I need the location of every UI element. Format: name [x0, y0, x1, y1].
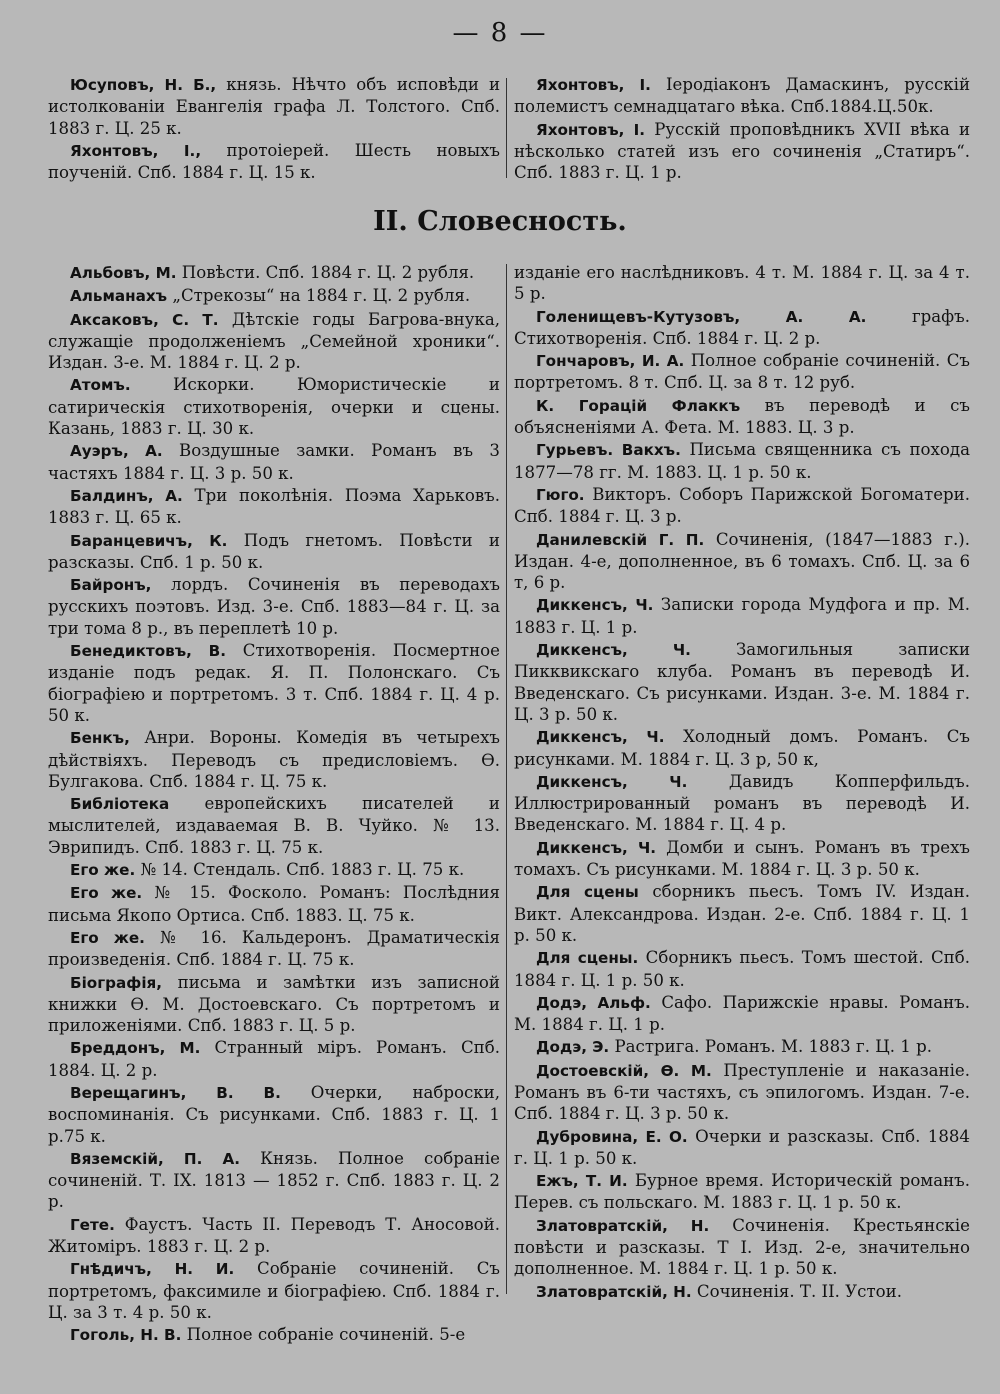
entry-text: Сборникъ пьесъ. Томъ шестой. Спб. 1884 г. Ц. 1 р. 50 к.: [514, 948, 970, 990]
entry-author: Гурьевъ. Вакхъ.: [536, 441, 681, 460]
entry-text: Бурное время. Историческій романъ. Перев. съ польскаго. М. 1883 г. Ц. 1 р. 50 к.: [514, 1171, 970, 1213]
entry-author: Златовратскій, Н.: [536, 1216, 710, 1235]
entry-text: Іеродіаконъ Дамаскинъ, русскій полемистъ семнадцатаго вѣка. Спб.1884.Ц.50к.: [514, 75, 970, 117]
entry-author: Диккенсъ, Ч.: [536, 838, 656, 857]
catalog-entry: [514, 1126, 970, 1170]
entry-author: Гоголь, Н. В.: [70, 1326, 182, 1345]
entry-author: Диккенсъ, Ч.: [536, 772, 688, 791]
entry-author: Гюго.: [536, 485, 585, 504]
catalog-entry: [48, 1148, 500, 1213]
entry-author: Златовратскій, Н.: [536, 1282, 692, 1301]
entry-text: Домби и сынъ. Романъ въ трехъ томахъ. Съ рисунками. М. 1884 г. Ц. 3 р. 50 к.: [514, 837, 970, 880]
catalog-entry: [48, 1324, 500, 1346]
catalog-entry: [514, 484, 970, 528]
top-left-column: [48, 74, 500, 190]
catalog-entry: [514, 771, 970, 836]
entry-text: европейскихъ писателей и мыслителей, издаваемая В. В. Чуйко. № 13. Эврипидъ. Спб. 1883 г. Ц. 75 к.: [48, 794, 500, 857]
entry-text: лордъ. Сочиненія въ переводахъ русскихъ поэтовъ. Изд. 3-е. Спб. 1883—84 г. Ц. за три тома 8 р., въ переплетѣ 10 р.: [48, 575, 500, 638]
entry-author: Яхонтовъ, І.,: [70, 141, 202, 160]
entry-author: Балдинъ, А.: [70, 486, 183, 505]
entry-text: № 16. Кальдеронъ. Драматическія произведенія. Спб. 1884 г. Ц. 75 к.: [48, 927, 500, 970]
entry-author: Вяземскій, П. А.: [70, 1149, 241, 1168]
entry-author: Диккенсъ, Ч.: [536, 728, 665, 747]
catalog-entry: [514, 992, 970, 1036]
column-divider-main: [506, 264, 507, 1294]
catalog-entry: [514, 594, 970, 638]
entry-author: Библіотека: [70, 795, 170, 814]
entry-author: Диккенсъ, Ч.: [536, 596, 654, 615]
entry-author: Альбовъ, М.: [70, 264, 177, 282]
entry-text: Полное собраніе сочиненій. Съ портретомъ. 8 т. Спб. Ц. за 8 т. 12 руб.: [514, 351, 970, 393]
entry-text: Князь. Полное собраніе сочиненій. Т. IX. 1813 — 1852 г. Спб. 1883 г. Ц. 2 р.: [48, 1148, 500, 1212]
catalog-entry: [514, 947, 970, 991]
catalog-entry: [48, 530, 500, 574]
catalog-entry: [514, 639, 970, 725]
catalog-entry: [48, 927, 500, 971]
entry-author: Верещагинъ, В. В.: [70, 1083, 281, 1102]
catalog-entry: [48, 374, 500, 439]
entry-text: письма и замѣтки изъ записной книжки Ѳ. М. Достоевскаго. Съ портретомъ и приложеніями. Спб. 1883 г. Ц. 5 р.: [48, 972, 500, 1036]
entry-author: Диккенсъ, Ч.: [536, 641, 691, 660]
entry-text: въ переводѣ и съ объясненіями А. Фета. М. 1883. Ц. 3 р.: [514, 395, 970, 438]
catalog-entry: [514, 350, 970, 394]
entry-text: Сочиненія. Т. II. Устои.: [691, 1281, 902, 1301]
catalog-entry: [514, 1215, 970, 1280]
entry-text: Собраніе сочиненій. Съ портретомъ, факсимиле и біографіею. Спб. 1884 г. Ц. за 3 т. 4 р. 50 к.: [48, 1259, 500, 1322]
catalog-entry: [514, 1036, 970, 1058]
entry-text: Очерки и разсказы. Спб. 1884 г. Ц. 1 р. 50 к.: [514, 1126, 970, 1168]
entry-text: Холодный домъ. Романъ. Съ рисунками. М. 1884 г. Ц. 3 р, 50 к,: [514, 727, 970, 769]
entry-text: Русскій проповѣдникъ XVII вѣка и нѣсколько статей изъ его сочиненія „Статиръ“. Спб. 1883 г. Ц. 1 р.: [514, 119, 970, 183]
entry-text: Повѣсти. Спб. 1884 г. Ц. 2 рубля.: [176, 263, 475, 282]
entry-text: Письма священника съ похода 1877—78 гг. М. 1883. Ц. 1 р. 50 к.: [514, 440, 970, 482]
main-left-column: [48, 262, 500, 1377]
catalog-entry: [48, 285, 500, 307]
entry-author: Байронъ,: [70, 576, 152, 595]
entry-author: Для сцены: [536, 883, 639, 902]
catalog-entry: [514, 881, 970, 946]
entry-author: Юсуповъ, Н. Б.,: [70, 76, 217, 94]
catalog-entry: [48, 1258, 500, 1323]
entry-text: Фаустъ. Часть II. Переводъ Т. Аносовой. Житоміръ. 1883 г. Ц. 2 р.: [48, 1214, 500, 1257]
catalog-entry: [514, 395, 970, 439]
entry-author: Достоевскій, Ѳ. М.: [536, 1061, 712, 1080]
catalog-entry: [514, 726, 970, 770]
entry-author: Додэ, Альф.: [536, 993, 651, 1012]
entry-text: Странный міръ. Романъ. Спб. 1884. Ц. 2 р.: [48, 1038, 500, 1080]
entry-text: изданіе его наслѣдниковъ. 4 т. М. 1884 г. Ц. за 4 т. 5 р.: [514, 263, 970, 304]
entry-author: Аксаковъ, С. Т.: [70, 310, 219, 329]
entry-author: Голенищевъ-Кутузовъ, А. А.: [536, 307, 867, 326]
entry-text: Воздушные замки. Романъ въ 3 частяхъ 1884 г. Ц. 3 р. 50 к.: [48, 441, 500, 483]
catalog-entry: [514, 1170, 970, 1214]
entry-author: Баранцевичъ, К.: [70, 531, 228, 550]
entry-text: Стихотворенія. Посмертное изданіе подъ редак. Я. П. Полонскаго. Съ біографіею и портретомъ. 3 т. Спб. 1884 г. Ц. 4 р. 50 к.: [48, 641, 500, 725]
catalog-entry: [48, 574, 500, 639]
catalog-entry: [514, 262, 970, 305]
entry-author: Ежъ, Т. И.: [536, 1172, 628, 1191]
entry-text: „Стрекозы“ на 1884 г. Ц. 2 рубля.: [167, 286, 471, 306]
entry-text: Преступленіе и наказаніе. Романъ въ 6-ти частяхъ, съ эпилогомъ. Издан. 7-е. Спб. 1884 г. Ц. 3 р. 50 к.: [514, 1060, 970, 1124]
entry-text: Три поколѣнія. Поэма Харьковъ. 1883 г. Ц. 65 к.: [48, 485, 500, 528]
entry-author: Для сцены.: [536, 949, 639, 968]
entry-author: Гете.: [70, 1215, 115, 1234]
entry-author: Данилевскій Г. П.: [536, 530, 705, 549]
entry-text: Давидъ Копперфильдъ. Иллюстрированный романъ въ переводѣ И. Введенскаго. М. 1884 г. Ц. 4 р.: [514, 771, 970, 835]
entry-text: сборникъ пьесъ. Томъ IV. Издан. Викт. Александрова. Издан. 2-е. Спб. 1884 г. Ц. 1 р. 50 к.: [514, 882, 970, 945]
entry-text: Полное собраніе сочиненій. 5-е: [181, 1325, 466, 1345]
catalog-entry: [48, 882, 500, 926]
entry-author: Біографія,: [70, 973, 163, 992]
main-right-column: [514, 262, 970, 1377]
entry-text: Записки города Мудфога и пр. М. 1883 г. Ц. 1 р.: [514, 595, 970, 637]
entry-author: К. Горацій Флаккъ: [536, 396, 741, 415]
catalog-entry: [514, 119, 970, 184]
entry-text: Дѣтскіе годы Багрова-внука, служащіе продолженіемъ „Семейной хроники“. Издан. 3-е. М. 1884 г. Ц. 2 р.: [48, 309, 500, 373]
catalog-entry: [48, 440, 500, 484]
entry-text: Очерки, наброски, воспоминанія. Съ рисунками. Спб. 1883 г. Ц. 1 р.75 к.: [48, 1082, 500, 1146]
page-number: — 8 —: [452, 18, 548, 48]
entry-author: Додэ, Э.: [536, 1038, 610, 1057]
entry-author: Его же.: [70, 884, 143, 903]
catalog-entry: [48, 140, 500, 184]
entry-author: Гнѣдичъ, Н. И.: [70, 1260, 235, 1279]
entry-author: Его же.: [70, 861, 136, 880]
catalog-entry: [48, 727, 500, 792]
catalog-entry: [48, 1082, 500, 1147]
entry-author: Ауэръ, А.: [70, 442, 163, 461]
catalog-entry: [514, 529, 970, 594]
catalog-entry: [48, 262, 500, 284]
entry-text: Сафо. Парижскіе нравы. Романъ. М. 1884 г. Ц. 1 р.: [514, 992, 970, 1035]
catalog-entry: [514, 306, 970, 350]
catalog-entry: [48, 485, 500, 529]
entry-text: № 14. Стендаль. Спб. 1883 г. Ц. 75 к.: [135, 860, 465, 880]
entry-author: Атомъ.: [70, 376, 131, 395]
entry-text: князь. Нѣчто объ исповѣди и истолкованіи Евангелія графа Л. Толстого. Спб. 1883 г. Ц. 25 к.: [48, 75, 500, 138]
entry-text: Подъ гнетомъ. Повѣсти и разсказы. Спб. 1 р. 50 к.: [48, 530, 500, 572]
catalog-entry: [514, 1281, 970, 1303]
entry-text: протоіерей. Шесть новыхъ поученій. Спб. 1884 г. Ц. 15 к.: [48, 140, 500, 183]
catalog-entry: [48, 1214, 500, 1258]
entry-author: Бенкъ,: [70, 729, 130, 748]
catalog-entry: [48, 309, 500, 374]
entry-text: Викторъ. Соборъ Парижской Богоматери. Спб. 1884 г. Ц. 3 р.: [514, 484, 970, 527]
catalog-entry: [48, 74, 500, 139]
catalog-entry: [514, 837, 970, 881]
catalog-entry: [48, 640, 500, 726]
catalog-entry: [48, 1037, 500, 1081]
entry-text: № 15. Фосколо. Романъ: Послѣдния письма Якопо Ортиса. Спб. 1883. Ц. 75 к.: [48, 883, 500, 925]
entry-author: Его же.: [70, 928, 145, 947]
top-right-column: [514, 74, 970, 190]
catalog-entry: [48, 972, 500, 1037]
entry-text: Сочиненія. Крестьянскіе повѣсти и разсказы. Т I. Изд. 2-е, значительно дополненное. М. 1884 г. Ц. 1 р. 50 к.: [514, 1215, 970, 1279]
entry-text: Анри. Вороны. Комедія въ четырехъ дѣйствіяхъ. Переводъ съ предисловіемъ. Ѳ. Булгакова. Спб. 1884 г. Ц. 75 к.: [48, 728, 500, 791]
entry-author: Альманахъ: [70, 287, 168, 306]
entry-author: Дубровина, Е. О.: [536, 1127, 688, 1146]
entry-text: Замогильныя записки Пикквикскаго клуба. Романъ въ переводѣ И. Введенскаго. Съ рисунками. Издан. 3-е. М. 1884 г. Ц. 3 р. 50 к.: [514, 640, 970, 724]
entry-text: Искорки. Юмористическіе и сатирическія стихотворенія, очерки и сцены. Казань, 1883 г. Ц. 30 к.: [48, 375, 500, 439]
entry-text: Растрига. Романъ. М. 1883 г. Ц. 1 р.: [609, 1037, 932, 1057]
entry-author: Яхонтовъ, І.: [536, 120, 646, 139]
entry-author: Яхонтовъ, І.: [536, 76, 651, 94]
column-divider-top: [506, 78, 507, 178]
section-title: II. Словесность.: [373, 206, 627, 237]
catalog-entry: [514, 74, 970, 118]
entry-author: Бреддонъ, М.: [70, 1039, 201, 1058]
catalog-entry: [514, 1060, 970, 1125]
entry-author: Гончаровъ, И. А.: [536, 352, 685, 371]
catalog-entry: [48, 793, 500, 858]
entry-author: Бенедиктовъ, В.: [70, 642, 227, 661]
entry-text: графъ. Стихотворенія. Спб. 1884 г. Ц. 2 р.: [514, 306, 970, 348]
catalog-entry: [514, 439, 970, 483]
entry-text: Сочиненія, (1847—1883 г.). Издан. 4-е, дополненное, въ 6 томахъ. Спб. Ц. за 6 т, 6 р.: [514, 529, 970, 593]
catalog-entry: [48, 859, 500, 881]
